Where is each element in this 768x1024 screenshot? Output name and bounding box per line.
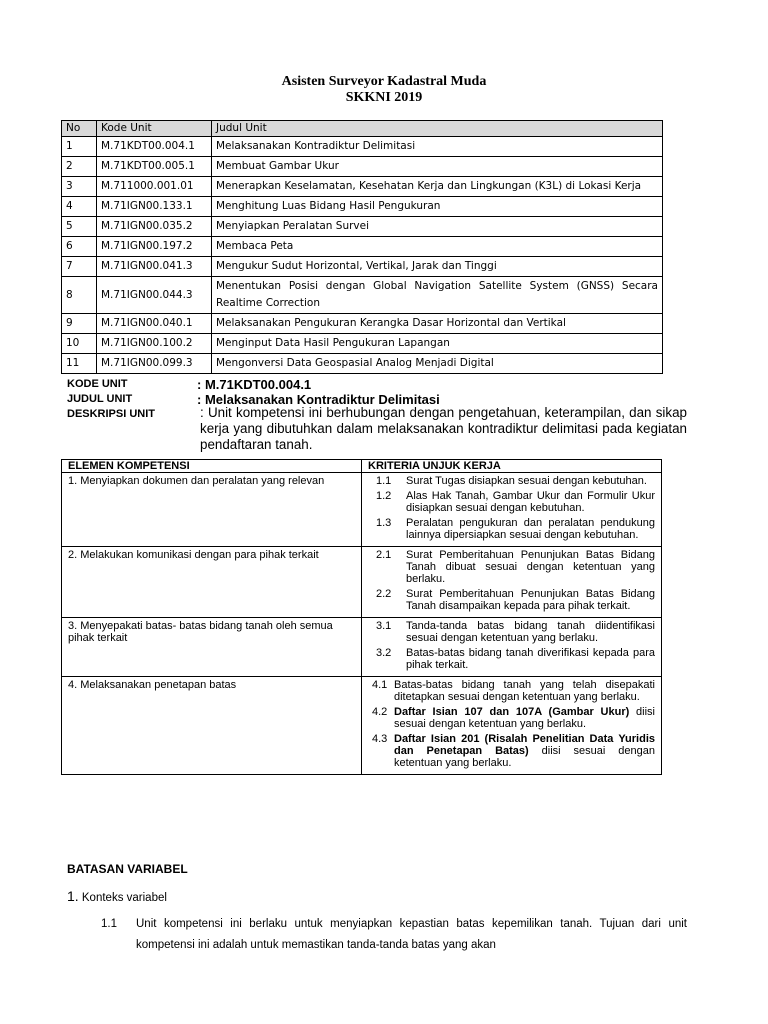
- unit-title: Menyiapkan Peralatan Survei: [212, 217, 663, 237]
- kriteria-unjuk-kerja: [362, 473, 662, 547]
- unit-no: 2: [62, 157, 97, 177]
- kriteria-plain-text: Batas-batas bidang tanah yang telah disepakati ditetapkan sesuai dengan ketentuan yang berlaku.: [394, 679, 655, 703]
- header-no: No: [62, 121, 97, 137]
- unit-table: [61, 120, 663, 374]
- header-kriteria: KRITERIA UNJUK KERJA: [362, 460, 662, 473]
- unit-code: M.71IGN00.100.2: [97, 334, 212, 354]
- kriteria-text: [394, 706, 655, 730]
- kriteria-number: 1.2: [376, 490, 392, 502]
- kriteria-item: [372, 549, 655, 585]
- elemen-kompetensi: 2. Melakukan komunikasi dengan para pihak terkait: [62, 547, 362, 618]
- header-elemen: ELEMEN KOMPETENSI: [62, 460, 362, 473]
- table-row: [62, 314, 663, 334]
- unit-no: 7: [62, 257, 97, 277]
- konteks-label: Konteks variabel: [81, 892, 167, 904]
- unit-code: M.71IGN00.035.2: [97, 217, 212, 237]
- unit-title: Membaca Peta: [212, 237, 663, 257]
- unit-no: 6: [62, 237, 97, 257]
- header-title: Judul Unit: [212, 121, 663, 137]
- unit-title: Menerapkan Keselamatan, Kesehatan Kerja dan Lingkungan (K3L) di Lokasi Kerja: [212, 177, 663, 197]
- table-row: [62, 257, 663, 277]
- competency-table-header: [62, 460, 662, 473]
- table-row: [62, 547, 662, 618]
- kriteria-plain-text: Batas-batas bidang tanah diverifikasi kepada para pihak terkait.: [406, 647, 655, 671]
- kode-unit-row: [67, 377, 687, 392]
- unit-title: Menginput Data Hasil Pengukuran Lapangan: [212, 334, 663, 354]
- unit-code: M.71IGN00.133.1: [97, 197, 212, 217]
- kriteria-number: 3.1: [376, 620, 392, 632]
- kriteria-unjuk-kerja: [362, 618, 662, 677]
- kriteria-item: [372, 733, 655, 769]
- kriteria-plain-text: Alas Hak Tanah, Gambar Ukur dan Formulir Ukur disiapkan sesuai dengan kebutuhan.: [406, 490, 655, 514]
- kriteria-unjuk-kerja: [362, 677, 662, 775]
- unit-code: M.71IGN00.197.2: [97, 237, 212, 257]
- table-row: [62, 473, 662, 547]
- unit-title: Mengukur Sudut Horizontal, Vertikal, Jarak dan Tinggi: [212, 257, 663, 277]
- unit-no: 10: [62, 334, 97, 354]
- kriteria-item: [372, 679, 655, 703]
- unit-no: 4: [62, 197, 97, 217]
- deskripsi-unit-value: : Unit kompetensi ini berhubungan dengan pengetahuan, keterampilan, dan sikap kerja yang dibutuhkan dalam melaksanakan kontradiktur delimitasi pada kegiatan pendaftaran tanah.: [200, 405, 687, 452]
- unit-no: 8: [62, 277, 97, 314]
- kriteria-text: [406, 620, 655, 644]
- kriteria-text: [406, 490, 655, 514]
- kriteria-item: [372, 620, 655, 644]
- unit-code: M.71IGN00.044.3: [97, 277, 212, 314]
- table-row: [62, 354, 663, 374]
- kriteria-plain-text: diisi sesuai dengan ketentuan yang berlaku.: [394, 745, 655, 769]
- paragraph-text: Unit kompetensi ini berlaku untuk menyiapkan kepastian batas kepemilikan tanah. Tujuan dari unit kompetensi ini adalah untuk memastikan tanda-tanda batas yang akan: [136, 918, 687, 951]
- kriteria-plain-text: Tanda-tanda batas bidang tanah diidentifikasi sesuai dengan ketentuan yang berlaku.: [406, 620, 655, 644]
- kriteria-text: [406, 517, 655, 541]
- unit-title: Mengonversi Data Geospasial Analog Menjadi Digital: [212, 354, 663, 374]
- table-row: [62, 197, 663, 217]
- kriteria-text: [394, 679, 655, 703]
- batasan-heading: BATASAN VARIABEL: [67, 862, 188, 876]
- paragraph-number: 1.1: [101, 918, 117, 930]
- deskripsi-unit-label: DESKRIPSI UNIT: [67, 408, 156, 420]
- kriteria-number: 4.3: [372, 733, 388, 745]
- kriteria-item: [372, 490, 655, 514]
- table-row: [62, 157, 663, 177]
- unit-title: Menghitung Luas Bidang Hasil Pengukuran: [212, 197, 663, 217]
- table-row: [62, 677, 662, 775]
- kriteria-number: 4.1: [372, 679, 388, 691]
- unit-code: M.71IGN00.040.1: [97, 314, 212, 334]
- unit-no: 5: [62, 217, 97, 237]
- unit-no: 1: [62, 137, 97, 157]
- document-title-line2: SKKNI 2019: [345, 90, 423, 105]
- batasan-variabel-section: [67, 862, 687, 956]
- konteks-variabel: [67, 888, 687, 904]
- kriteria-text: [394, 733, 655, 769]
- kriteria-number: 3.2: [376, 647, 392, 659]
- elemen-kompetensi: 3. Menyepakati batas- batas bidang tanah oleh semua pihak terkait: [62, 618, 362, 677]
- judul-unit-value: : Melaksanakan Kontradiktur Delimitasi: [197, 392, 440, 407]
- kriteria-plain-text: Peralatan pengukuran dan peralatan pendukung lainnya dipersiapkan sesuai dengan kebutuhan.: [406, 517, 655, 541]
- unit-no: 3: [62, 177, 97, 197]
- unit-title: Membuat Gambar Ukur: [212, 157, 663, 177]
- kriteria-text: [406, 647, 655, 671]
- unit-title: Melaksanakan Kontradiktur Delimitasi: [212, 137, 663, 157]
- kriteria-unjuk-kerja: [362, 547, 662, 618]
- kriteria-number: 2.1: [376, 549, 392, 561]
- unit-code: M.71IGN00.099.3: [97, 354, 212, 374]
- table-row: [62, 237, 663, 257]
- judul-unit-label: JUDUL UNIT: [67, 393, 133, 405]
- table-row: [62, 277, 663, 314]
- unit-no: 11: [62, 354, 97, 374]
- unit-info: [67, 377, 687, 452]
- unit-title: Menentukan Posisi dengan Global Navigation Satellite System (GNSS) Secara Realtime Correction: [212, 277, 663, 314]
- kriteria-number: 1.3: [376, 517, 392, 529]
- kriteria-text: [406, 475, 655, 487]
- kriteria-text: [406, 588, 655, 612]
- competency-table: [61, 459, 662, 775]
- paragraph-1-1: [67, 914, 687, 956]
- kriteria-number: 4.2: [372, 706, 388, 718]
- document-title-line1: Asisten Surveyor Kadastral Muda: [281, 74, 487, 89]
- table-row: [62, 177, 663, 197]
- kriteria-plain-text: Surat Tugas disiapkan sesuai dengan kebutuhan.: [406, 475, 647, 487]
- kriteria-bold-text: Daftar Isian 107 dan 107A (Gambar Ukur): [394, 706, 630, 718]
- elemen-kompetensi: 1. Menyiapkan dokumen dan peralatan yang relevan: [62, 473, 362, 547]
- unit-code: M.71KDT00.005.1: [97, 157, 212, 177]
- konteks-number: 1.: [67, 888, 79, 904]
- kriteria-text: [406, 549, 655, 585]
- unit-no: 9: [62, 314, 97, 334]
- table-row: [62, 618, 662, 677]
- kriteria-item: [372, 517, 655, 541]
- elemen-kompetensi: 4. Melaksanakan penetapan batas: [62, 677, 362, 775]
- kriteria-plain-text: Surat Pemberitahuan Penunjukan Batas Bidang Tanah dibuat sesuai dengan ketentuan yang berlaku.: [406, 549, 655, 585]
- table-row: [62, 217, 663, 237]
- kode-unit-label: KODE UNIT: [67, 378, 128, 390]
- kriteria-item: [372, 475, 655, 487]
- unit-table-body: [62, 137, 663, 374]
- kode-unit-value: : M.71KDT00.004.1: [197, 377, 312, 392]
- table-row: [62, 137, 663, 157]
- table-row: [62, 334, 663, 354]
- unit-code: M.71KDT00.004.1: [97, 137, 212, 157]
- kriteria-item: [372, 706, 655, 730]
- unit-code: M.71IGN00.041.3: [97, 257, 212, 277]
- unit-code: M.711000.001.01: [97, 177, 212, 197]
- kriteria-bold-text: Daftar Isian 201 (Risalah Penelitian Data Yuridis dan Penetapan Batas): [394, 733, 655, 757]
- kriteria-number: 2.2: [376, 588, 392, 600]
- header-code: Kode Unit: [97, 121, 212, 137]
- kriteria-item: [372, 647, 655, 671]
- unit-table-header: [62, 121, 663, 137]
- kriteria-number: 1.1: [376, 475, 392, 487]
- kriteria-plain-text: diisi sesuai dengan ketentuan yang berlaku.: [394, 706, 655, 730]
- kriteria-plain-text: Surat Pemberitahuan Penunjukan Batas Bidang Tanah disampaikan kepada para pihak terkait.: [406, 588, 655, 612]
- unit-title: Melaksanakan Pengukuran Kerangka Dasar Horizontal dan Vertikal: [212, 314, 663, 334]
- document-title: [0, 74, 768, 106]
- kriteria-item: [372, 588, 655, 612]
- competency-table-body: [62, 473, 662, 775]
